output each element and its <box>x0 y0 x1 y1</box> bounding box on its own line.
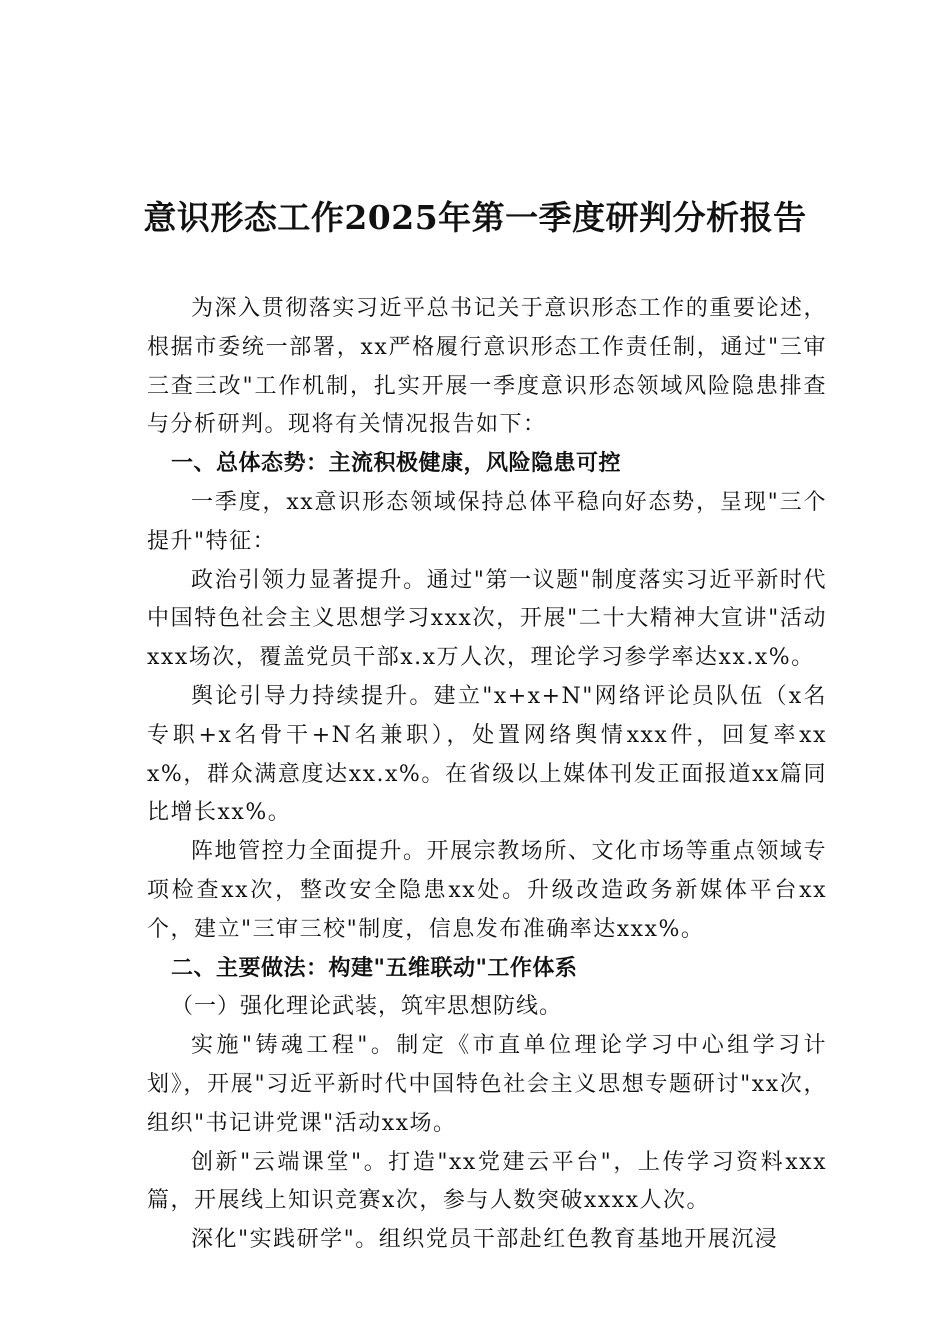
section1-paragraph: 一季度，xx意识形态领域保持总体平稳向好态势，呈现"三个提升"特征： <box>147 489 827 554</box>
section2-paragraph: 深化"实践研学"。组织党员干部赴红色教育基地开展沉浸 <box>191 1227 779 1253</box>
section1-paragraph: 政治引领力显著提升。通过"第一议题"制度落实习近平新时代中国特色社会主义思想学习xxx次，开展"二十大精神大宣讲"活动xxx场次，覆盖党员干部x.x万人次，理论学习参学率达xx.x%。 <box>147 567 827 671</box>
section2-paragraph: 实施"铸魂工程"。制定《市直单位理论学习中心组学习计划》，开展"习近平新时代中国特色社会主义思想专题研讨"xx次，组织"书记讲党课"活动xx场。 <box>147 1033 827 1136</box>
section2-paragraph: 创新"云端课堂"。打造"xx党建云平台"，上传学习资料xxx篇，开展线上知识竞赛x次，参与人数突破xxxx人次。 <box>147 1149 827 1214</box>
section-heading-2: 二、主要做法：构建"五维联动"工作体系 <box>171 955 578 981</box>
subsection-heading-1: （一）强化理论武装，筑牢思想防线。 <box>171 994 563 1020</box>
section1-paragraph: 舆论引导力持续提升。建立"x+x+N"网络评论员队伍（x名专职+x名骨干+N名兼职），处置网络舆情xxx件，回复率xxx%，群众满意度达xx.x%。在省级以上媒体刊发正面报道xx篇同比增长xx%。 <box>147 683 827 826</box>
section1-paragraph: 阵地管控力全面提升。开展宗教场所、文化市场等重点领域专项检查xx次，整改安全隐患xx处。升级改造政务新媒体平台xx个，建立"三审三校"制度，信息发布准确率达xxx%。 <box>147 839 827 942</box>
document-body <box>147 290 827 1260</box>
intro-paragraph: 为深入贯彻落实习近平总书记关于意识形态工作的重要论述，根据市委统一部署，xx严格履行意识形态工作责任制，通过"三审三查三改"工作机制，扎实开展一季度意识形态领域风险隐患排查与分析研判。现将有关情况报告如下： <box>147 296 827 438</box>
document-title: 意识形态工作2025年第一季度研判分析报告 <box>143 198 807 237</box>
section-heading-1: 一、总体态势：主流积极健康，风险隐患可控 <box>171 451 622 477</box>
